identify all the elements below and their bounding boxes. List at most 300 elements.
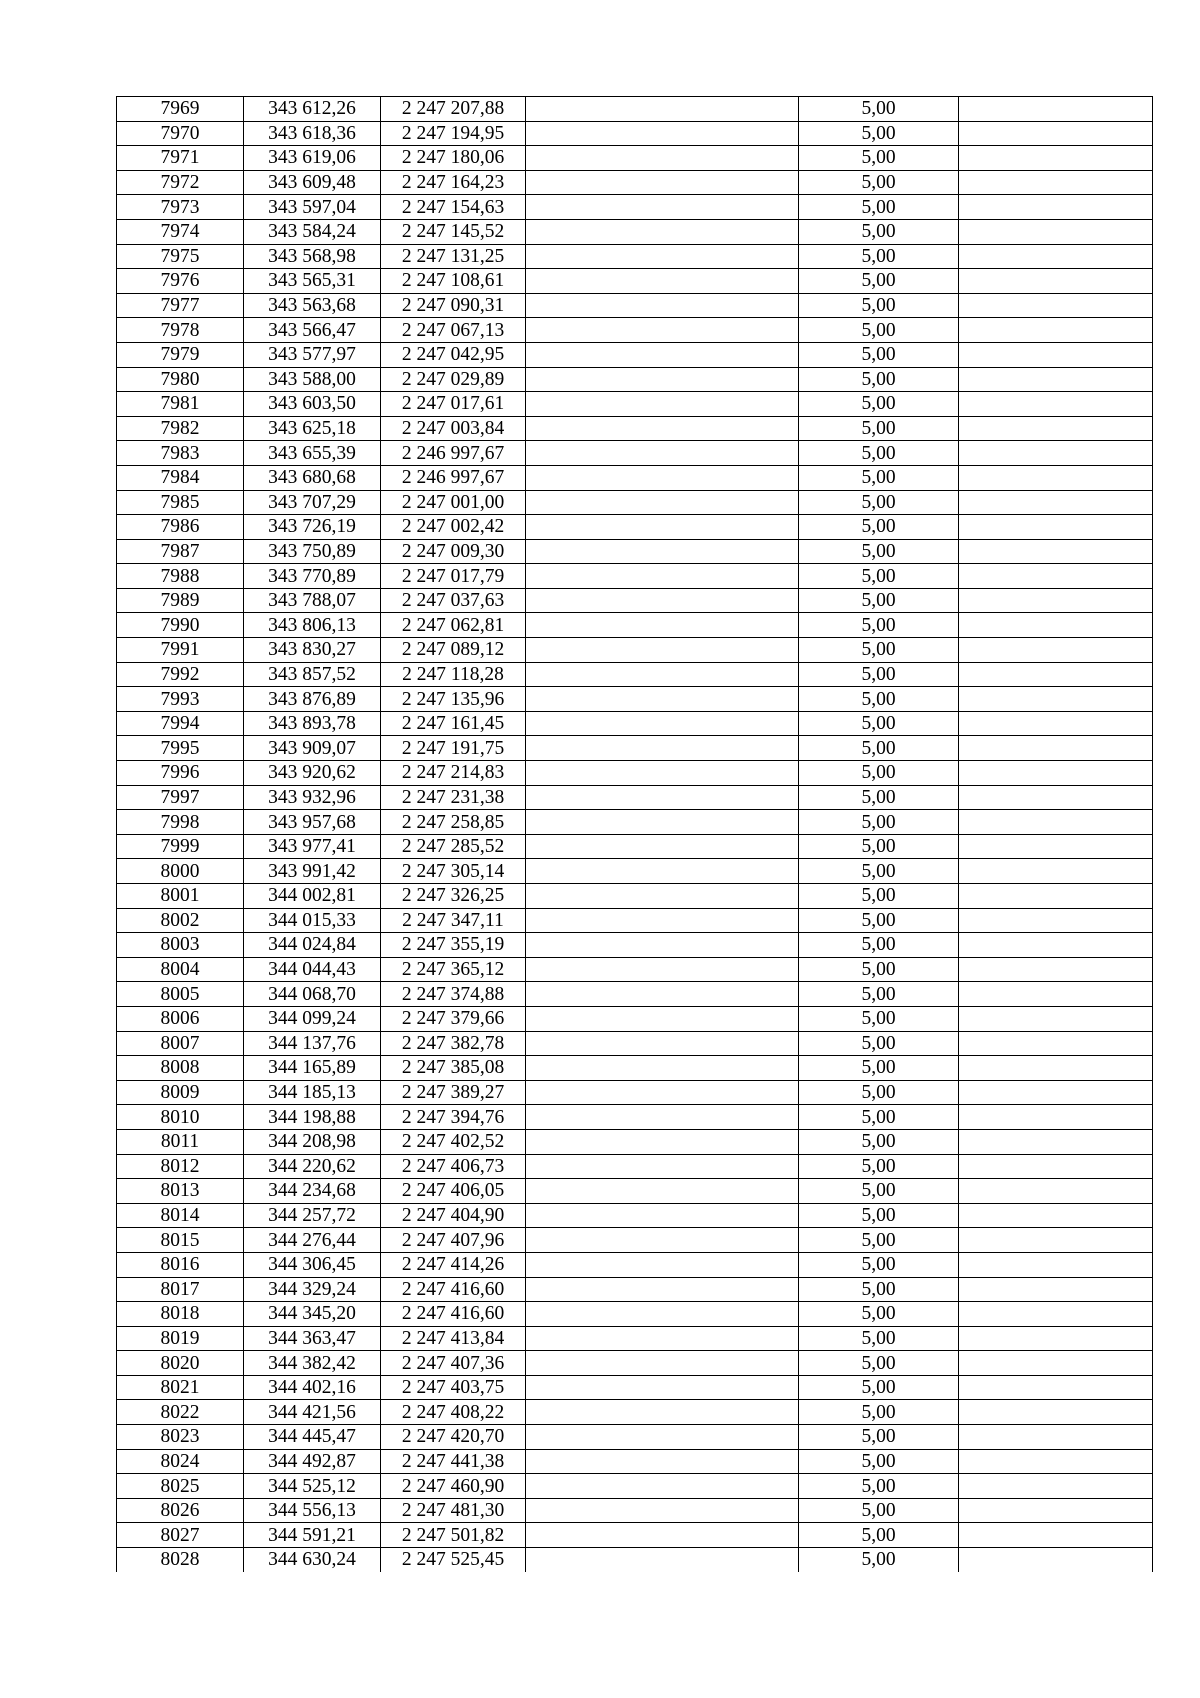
table-row: [117, 1129, 1153, 1154]
distance-cell: 5,00: [799, 465, 959, 490]
empty-cell: [526, 1154, 799, 1179]
table-row: [117, 515, 1153, 540]
point-number-cell: 8025: [117, 1474, 244, 1499]
x-coordinate-cell: 343 857,52: [244, 662, 381, 687]
empty-cell: [959, 1203, 1153, 1228]
x-coordinate-cell: 343 991,42: [244, 859, 381, 884]
x-coordinate-cell: 343 909,07: [244, 736, 381, 761]
empty-cell: [959, 219, 1153, 244]
distance-cell: 5,00: [799, 933, 959, 958]
coordinates-table-body: [117, 97, 1153, 1572]
point-number-cell: 8002: [117, 908, 244, 933]
empty-cell: [959, 1375, 1153, 1400]
x-coordinate-cell: 344 525,12: [244, 1474, 381, 1499]
x-coordinate-cell: 344 044,43: [244, 957, 381, 982]
y-coordinate-cell: 2 247 326,25: [381, 884, 526, 909]
distance-cell: 5,00: [799, 1498, 959, 1523]
empty-cell: [526, 465, 799, 490]
distance-cell: 5,00: [799, 662, 959, 687]
y-coordinate-cell: 2 247 067,13: [381, 318, 526, 343]
y-coordinate-cell: 2 247 001,00: [381, 490, 526, 515]
table-row: [117, 687, 1153, 712]
y-coordinate-cell: 2 247 394,76: [381, 1105, 526, 1130]
point-number-cell: 8027: [117, 1523, 244, 1548]
empty-cell: [526, 1129, 799, 1154]
y-coordinate-cell: 2 247 403,75: [381, 1375, 526, 1400]
table-row: [117, 441, 1153, 466]
empty-cell: [959, 1498, 1153, 1523]
table-row: [117, 170, 1153, 195]
distance-cell: 5,00: [799, 1302, 959, 1327]
point-number-cell: 8000: [117, 859, 244, 884]
y-coordinate-cell: 2 247 406,05: [381, 1179, 526, 1204]
empty-cell: [959, 1056, 1153, 1081]
x-coordinate-cell: 344 068,70: [244, 982, 381, 1007]
empty-cell: [526, 957, 799, 982]
y-coordinate-cell: 2 247 118,28: [381, 662, 526, 687]
point-number-cell: 8011: [117, 1129, 244, 1154]
empty-cell: [526, 1449, 799, 1474]
table-row: [117, 1425, 1153, 1450]
y-coordinate-cell: 2 247 420,70: [381, 1425, 526, 1450]
x-coordinate-cell: 343 655,39: [244, 441, 381, 466]
distance-cell: 5,00: [799, 1179, 959, 1204]
empty-cell: [526, 1474, 799, 1499]
empty-cell: [959, 908, 1153, 933]
coordinates-table: [116, 96, 1153, 1572]
y-coordinate-cell: 2 247 408,22: [381, 1400, 526, 1425]
empty-cell: [959, 1080, 1153, 1105]
empty-cell: [959, 687, 1153, 712]
x-coordinate-cell: 344 382,42: [244, 1351, 381, 1376]
y-coordinate-cell: 2 247 194,95: [381, 121, 526, 146]
empty-cell: [959, 1031, 1153, 1056]
point-number-cell: 8016: [117, 1252, 244, 1277]
table-row: [117, 933, 1153, 958]
empty-cell: [959, 834, 1153, 859]
y-coordinate-cell: 2 247 131,25: [381, 244, 526, 269]
table-row: [117, 662, 1153, 687]
empty-cell: [959, 1277, 1153, 1302]
point-number-cell: 8023: [117, 1425, 244, 1450]
empty-cell: [959, 588, 1153, 613]
table-row: [117, 269, 1153, 294]
x-coordinate-cell: 343 577,97: [244, 342, 381, 367]
empty-cell: [526, 613, 799, 638]
y-coordinate-cell: 2 247 003,84: [381, 416, 526, 441]
empty-cell: [959, 269, 1153, 294]
y-coordinate-cell: 2 247 164,23: [381, 170, 526, 195]
distance-cell: 5,00: [799, 884, 959, 909]
point-number-cell: 7984: [117, 465, 244, 490]
point-number-cell: 7977: [117, 293, 244, 318]
y-coordinate-cell: 2 247 355,19: [381, 933, 526, 958]
x-coordinate-cell: 343 618,36: [244, 121, 381, 146]
distance-cell: 5,00: [799, 146, 959, 171]
y-coordinate-cell: 2 247 042,95: [381, 342, 526, 367]
table-row: [117, 564, 1153, 589]
table-row: [117, 342, 1153, 367]
point-number-cell: 8018: [117, 1302, 244, 1327]
x-coordinate-cell: 343 625,18: [244, 416, 381, 441]
table-row: [117, 1203, 1153, 1228]
x-coordinate-cell: 344 024,84: [244, 933, 381, 958]
y-coordinate-cell: 2 247 009,30: [381, 539, 526, 564]
table-row: [117, 1006, 1153, 1031]
distance-cell: 5,00: [799, 1351, 959, 1376]
point-number-cell: 7981: [117, 392, 244, 417]
empty-cell: [526, 1228, 799, 1253]
point-number-cell: 7998: [117, 810, 244, 835]
point-number-cell: 8026: [117, 1498, 244, 1523]
table-row: [117, 1056, 1153, 1081]
distance-cell: 5,00: [799, 1080, 959, 1105]
table-row: [117, 1252, 1153, 1277]
x-coordinate-cell: 344 276,44: [244, 1228, 381, 1253]
x-coordinate-cell: 343 707,29: [244, 490, 381, 515]
y-coordinate-cell: 2 247 145,52: [381, 219, 526, 244]
x-coordinate-cell: 344 306,45: [244, 1252, 381, 1277]
distance-cell: 5,00: [799, 1375, 959, 1400]
empty-cell: [959, 638, 1153, 663]
point-number-cell: 7994: [117, 711, 244, 736]
y-coordinate-cell: 2 247 154,63: [381, 195, 526, 220]
empty-cell: [959, 146, 1153, 171]
y-coordinate-cell: 2 247 347,11: [381, 908, 526, 933]
empty-cell: [959, 195, 1153, 220]
empty-cell: [959, 933, 1153, 958]
empty-cell: [959, 736, 1153, 761]
distance-cell: 5,00: [799, 1154, 959, 1179]
y-coordinate-cell: 2 247 407,96: [381, 1228, 526, 1253]
table-row: [117, 539, 1153, 564]
empty-cell: [959, 564, 1153, 589]
empty-cell: [959, 342, 1153, 367]
distance-cell: 5,00: [799, 1228, 959, 1253]
distance-cell: 5,00: [799, 834, 959, 859]
distance-cell: 5,00: [799, 1129, 959, 1154]
distance-cell: 5,00: [799, 1006, 959, 1031]
empty-cell: [526, 638, 799, 663]
empty-cell: [526, 908, 799, 933]
distance-cell: 5,00: [799, 539, 959, 564]
x-coordinate-cell: 343 597,04: [244, 195, 381, 220]
distance-cell: 5,00: [799, 195, 959, 220]
empty-cell: [526, 1326, 799, 1351]
x-coordinate-cell: 343 876,89: [244, 687, 381, 712]
empty-cell: [526, 121, 799, 146]
y-coordinate-cell: 2 247 207,88: [381, 97, 526, 122]
empty-cell: [526, 1105, 799, 1130]
x-coordinate-cell: 344 198,88: [244, 1105, 381, 1130]
empty-cell: [526, 515, 799, 540]
table-row: [117, 761, 1153, 786]
point-number-cell: 8010: [117, 1105, 244, 1130]
point-number-cell: 8015: [117, 1228, 244, 1253]
x-coordinate-cell: 344 402,16: [244, 1375, 381, 1400]
empty-cell: [526, 490, 799, 515]
empty-cell: [959, 1351, 1153, 1376]
empty-cell: [526, 982, 799, 1007]
point-number-cell: 8001: [117, 884, 244, 909]
distance-cell: 5,00: [799, 711, 959, 736]
point-number-cell: 8004: [117, 957, 244, 982]
y-coordinate-cell: 2 247 389,27: [381, 1080, 526, 1105]
distance-cell: 5,00: [799, 441, 959, 466]
point-number-cell: 7988: [117, 564, 244, 589]
empty-cell: [959, 293, 1153, 318]
table-row: [117, 1228, 1153, 1253]
empty-cell: [526, 97, 799, 122]
distance-cell: 5,00: [799, 761, 959, 786]
empty-cell: [959, 416, 1153, 441]
y-coordinate-cell: 2 247 214,83: [381, 761, 526, 786]
point-number-cell: 8012: [117, 1154, 244, 1179]
empty-cell: [526, 244, 799, 269]
point-number-cell: 8021: [117, 1375, 244, 1400]
y-coordinate-cell: 2 247 161,45: [381, 711, 526, 736]
table-row: [117, 416, 1153, 441]
y-coordinate-cell: 2 247 108,61: [381, 269, 526, 294]
y-coordinate-cell: 2 246 997,67: [381, 441, 526, 466]
distance-cell: 5,00: [799, 269, 959, 294]
distance-cell: 5,00: [799, 1425, 959, 1450]
empty-cell: [526, 711, 799, 736]
point-number-cell: 7986: [117, 515, 244, 540]
empty-cell: [959, 170, 1153, 195]
empty-cell: [526, 1056, 799, 1081]
table-row: [117, 859, 1153, 884]
empty-cell: [959, 1474, 1153, 1499]
distance-cell: 5,00: [799, 1400, 959, 1425]
table-row: [117, 1400, 1153, 1425]
empty-cell: [526, 269, 799, 294]
x-coordinate-cell: 343 563,68: [244, 293, 381, 318]
empty-cell: [959, 1302, 1153, 1327]
empty-cell: [526, 564, 799, 589]
empty-cell: [959, 785, 1153, 810]
x-coordinate-cell: 344 492,87: [244, 1449, 381, 1474]
empty-cell: [526, 687, 799, 712]
x-coordinate-cell: 343 680,68: [244, 465, 381, 490]
point-number-cell: 7980: [117, 367, 244, 392]
table-row: [117, 1351, 1153, 1376]
point-number-cell: 7995: [117, 736, 244, 761]
empty-cell: [526, 736, 799, 761]
point-number-cell: 7993: [117, 687, 244, 712]
y-coordinate-cell: 2 247 191,75: [381, 736, 526, 761]
empty-cell: [959, 662, 1153, 687]
distance-cell: 5,00: [799, 736, 959, 761]
empty-cell: [959, 613, 1153, 638]
distance-cell: 5,00: [799, 342, 959, 367]
table-row: [117, 219, 1153, 244]
x-coordinate-cell: 343 565,31: [244, 269, 381, 294]
empty-cell: [959, 761, 1153, 786]
y-coordinate-cell: 2 247 374,88: [381, 982, 526, 1007]
point-number-cell: 7989: [117, 588, 244, 613]
table-row: [117, 97, 1153, 122]
table-row: [117, 613, 1153, 638]
distance-cell: 5,00: [799, 97, 959, 122]
x-coordinate-cell: 343 588,00: [244, 367, 381, 392]
point-number-cell: 8007: [117, 1031, 244, 1056]
x-coordinate-cell: 344 257,72: [244, 1203, 381, 1228]
distance-cell: 5,00: [799, 564, 959, 589]
distance-cell: 5,00: [799, 1105, 959, 1130]
y-coordinate-cell: 2 247 029,89: [381, 367, 526, 392]
empty-cell: [526, 1375, 799, 1400]
x-coordinate-cell: 343 893,78: [244, 711, 381, 736]
table-row: [117, 1523, 1153, 1548]
x-coordinate-cell: 344 556,13: [244, 1498, 381, 1523]
point-number-cell: 7969: [117, 97, 244, 122]
x-coordinate-cell: 343 566,47: [244, 318, 381, 343]
x-coordinate-cell: 343 603,50: [244, 392, 381, 417]
y-coordinate-cell: 2 247 407,36: [381, 1351, 526, 1376]
y-coordinate-cell: 2 247 501,82: [381, 1523, 526, 1548]
distance-cell: 5,00: [799, 1474, 959, 1499]
distance-cell: 5,00: [799, 416, 959, 441]
distance-cell: 5,00: [799, 1252, 959, 1277]
empty-cell: [959, 1523, 1153, 1548]
x-coordinate-cell: 343 830,27: [244, 638, 381, 663]
x-coordinate-cell: 343 788,07: [244, 588, 381, 613]
point-number-cell: 7970: [117, 121, 244, 146]
empty-cell: [526, 441, 799, 466]
table-row: [117, 711, 1153, 736]
distance-cell: 5,00: [799, 1523, 959, 1548]
empty-cell: [959, 1129, 1153, 1154]
empty-cell: [526, 662, 799, 687]
y-coordinate-cell: 2 247 037,63: [381, 588, 526, 613]
table-row: [117, 834, 1153, 859]
x-coordinate-cell: 343 750,89: [244, 539, 381, 564]
y-coordinate-cell: 2 247 404,90: [381, 1203, 526, 1228]
distance-cell: 5,00: [799, 490, 959, 515]
distance-cell: 5,00: [799, 1449, 959, 1474]
x-coordinate-cell: 343 726,19: [244, 515, 381, 540]
empty-cell: [959, 1326, 1153, 1351]
distance-cell: 5,00: [799, 244, 959, 269]
y-coordinate-cell: 2 247 258,85: [381, 810, 526, 835]
y-coordinate-cell: 2 247 089,12: [381, 638, 526, 663]
empty-cell: [959, 97, 1153, 122]
x-coordinate-cell: 343 619,06: [244, 146, 381, 171]
y-coordinate-cell: 2 247 382,78: [381, 1031, 526, 1056]
x-coordinate-cell: 344 099,24: [244, 1006, 381, 1031]
y-coordinate-cell: 2 247 481,30: [381, 1498, 526, 1523]
y-coordinate-cell: 2 247 406,73: [381, 1154, 526, 1179]
distance-cell: 5,00: [799, 293, 959, 318]
distance-cell: 5,00: [799, 588, 959, 613]
point-number-cell: 8017: [117, 1277, 244, 1302]
empty-cell: [526, 1252, 799, 1277]
empty-cell: [959, 515, 1153, 540]
table-row: [117, 1375, 1153, 1400]
y-coordinate-cell: 2 247 402,52: [381, 1129, 526, 1154]
empty-cell: [526, 1400, 799, 1425]
table-row: [117, 465, 1153, 490]
point-number-cell: 7992: [117, 662, 244, 687]
y-coordinate-cell: 2 247 231,38: [381, 785, 526, 810]
y-coordinate-cell: 2 247 365,12: [381, 957, 526, 982]
point-number-cell: 8014: [117, 1203, 244, 1228]
table-row: [117, 1498, 1153, 1523]
table-row: [117, 1449, 1153, 1474]
empty-cell: [959, 1425, 1153, 1450]
point-number-cell: 8003: [117, 933, 244, 958]
point-number-cell: 8013: [117, 1179, 244, 1204]
x-coordinate-cell: 343 568,98: [244, 244, 381, 269]
table-row: [117, 638, 1153, 663]
empty-cell: [959, 1449, 1153, 1474]
empty-cell: [526, 1302, 799, 1327]
x-coordinate-cell: 344 345,20: [244, 1302, 381, 1327]
y-coordinate-cell: 2 247 002,42: [381, 515, 526, 540]
table-row: [117, 1326, 1153, 1351]
y-coordinate-cell: 2 247 305,14: [381, 859, 526, 884]
empty-cell: [526, 785, 799, 810]
y-coordinate-cell: 2 247 135,96: [381, 687, 526, 712]
table-row: [117, 1031, 1153, 1056]
distance-cell: 5,00: [799, 1056, 959, 1081]
empty-cell: [959, 810, 1153, 835]
empty-cell: [959, 318, 1153, 343]
distance-cell: 5,00: [799, 1203, 959, 1228]
point-number-cell: 7971: [117, 146, 244, 171]
distance-cell: 5,00: [799, 687, 959, 712]
distance-cell: 5,00: [799, 908, 959, 933]
empty-cell: [526, 884, 799, 909]
point-number-cell: 8022: [117, 1400, 244, 1425]
point-number-cell: 7996: [117, 761, 244, 786]
x-coordinate-cell: 344 234,68: [244, 1179, 381, 1204]
y-coordinate-cell: 2 247 525,45: [381, 1548, 526, 1572]
table-row: [117, 1080, 1153, 1105]
point-number-cell: 7973: [117, 195, 244, 220]
table-row: [117, 244, 1153, 269]
x-coordinate-cell: 344 002,81: [244, 884, 381, 909]
x-coordinate-cell: 343 806,13: [244, 613, 381, 638]
empty-cell: [959, 121, 1153, 146]
x-coordinate-cell: 343 584,24: [244, 219, 381, 244]
x-coordinate-cell: 344 185,13: [244, 1080, 381, 1105]
distance-cell: 5,00: [799, 810, 959, 835]
point-number-cell: 8020: [117, 1351, 244, 1376]
point-number-cell: 7991: [117, 638, 244, 663]
point-number-cell: 8024: [117, 1449, 244, 1474]
empty-cell: [959, 465, 1153, 490]
empty-cell: [526, 170, 799, 195]
empty-cell: [959, 711, 1153, 736]
x-coordinate-cell: 344 363,47: [244, 1326, 381, 1351]
x-coordinate-cell: 344 591,21: [244, 1523, 381, 1548]
table-row: [117, 785, 1153, 810]
empty-cell: [526, 1203, 799, 1228]
point-number-cell: 7975: [117, 244, 244, 269]
empty-cell: [959, 859, 1153, 884]
table-row: [117, 318, 1153, 343]
x-coordinate-cell: 344 445,47: [244, 1425, 381, 1450]
empty-cell: [959, 1400, 1153, 1425]
table-row: [117, 884, 1153, 909]
empty-cell: [526, 416, 799, 441]
empty-cell: [526, 1006, 799, 1031]
table-row: [117, 957, 1153, 982]
y-coordinate-cell: 2 247 180,06: [381, 146, 526, 171]
point-number-cell: 7999: [117, 834, 244, 859]
